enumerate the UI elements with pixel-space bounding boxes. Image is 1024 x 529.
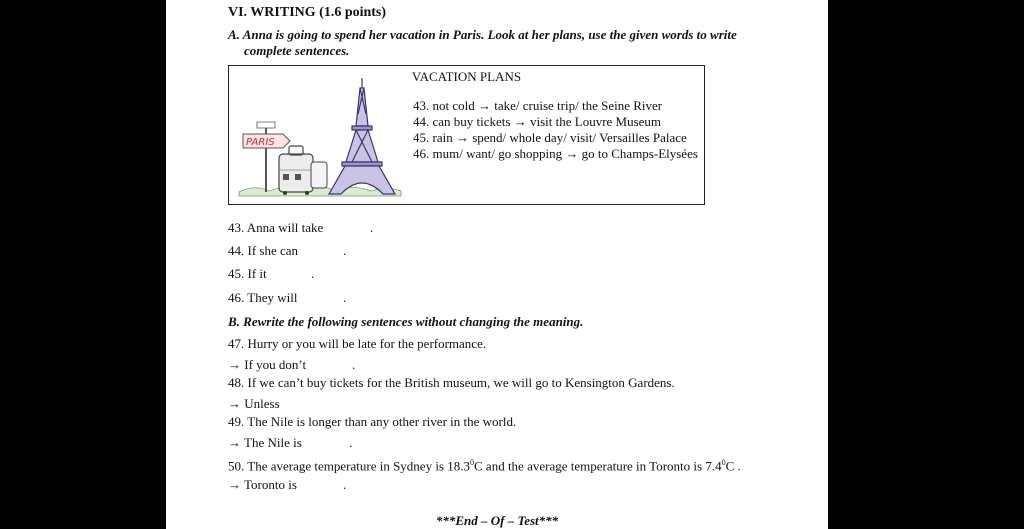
answer-46-end: .	[343, 290, 347, 305]
question-50-part1: 50. The average temperature in Sydney is 18.3	[228, 458, 470, 474]
paris-illustration	[235, 74, 405, 200]
small-sign	[257, 122, 275, 128]
answer-50-end: .	[343, 477, 347, 492]
backpack	[311, 162, 327, 188]
degree-mark-2: 0	[721, 458, 726, 467]
answer-43-end: .	[370, 220, 374, 235]
part-b-instruction: B. Rewrite the following sentences without changing the meaning.	[228, 314, 584, 329]
answer-49-end: .	[349, 435, 353, 450]
answer-49: → The Nile is	[228, 435, 302, 450]
paris-sign-text: PARIS	[246, 137, 275, 148]
plan-item-44: 44. can buy tickets → visit the Louvre Museum	[413, 114, 662, 129]
answer-50: → Toronto is	[228, 477, 297, 492]
question-48: 48. If we can’t buy tickets for the British museum, we will go to Kensington Gardens.	[228, 375, 675, 390]
answer-44: 44. If she can	[228, 243, 299, 258]
answer-45: 45. If it	[228, 266, 267, 281]
answer-46: 46. They will	[228, 290, 298, 305]
part-a-instruction-line2: complete sentences.	[244, 43, 350, 58]
question-50-part2: C and the average temperature in Toronto is 7.4	[474, 458, 722, 474]
vacation-plans-box	[228, 65, 705, 205]
question-50-part3: C .	[725, 458, 741, 474]
answer-45-end: .	[311, 266, 315, 281]
eiffel-tower	[329, 78, 395, 194]
section-title: VI. WRITING (1.6 points)	[228, 5, 387, 20]
part-a-instruction	[228, 27, 783, 59]
question-50	[228, 455, 741, 474]
plan-item-43: 43. not cold → take/ cruise trip/ the Seine River	[413, 98, 663, 113]
answer-43: 43. Anna will take	[228, 220, 324, 235]
part-a-instruction-line1: A. Anna is going to spend her vacation in Paris. Look at her plans, use the given words to write	[228, 27, 737, 42]
suitcase	[279, 154, 313, 192]
answer-48: → Unless	[228, 396, 280, 411]
worksheet-page	[166, 0, 828, 529]
question-47: 47. Hurry or you will be late for the performance.	[228, 336, 487, 351]
answer-44-end: .	[343, 243, 347, 258]
answer-47: → If you don’t	[228, 357, 307, 372]
plan-item-46: 46. mum/ want/ go shopping → go to Champs-Elysées	[413, 146, 698, 161]
answer-47-end: .	[352, 357, 356, 372]
degree-mark-1: 0	[470, 458, 474, 467]
plan-item-45: 45. rain → spend/ whole day/ visit/ Versailles Palace	[413, 130, 687, 145]
question-49: 49. The Nile is longer than any other river in the world.	[228, 414, 517, 429]
plans-title: VACATION PLANS	[411, 69, 522, 84]
end-of-test: ***End – Of – Test***	[435, 513, 559, 528]
